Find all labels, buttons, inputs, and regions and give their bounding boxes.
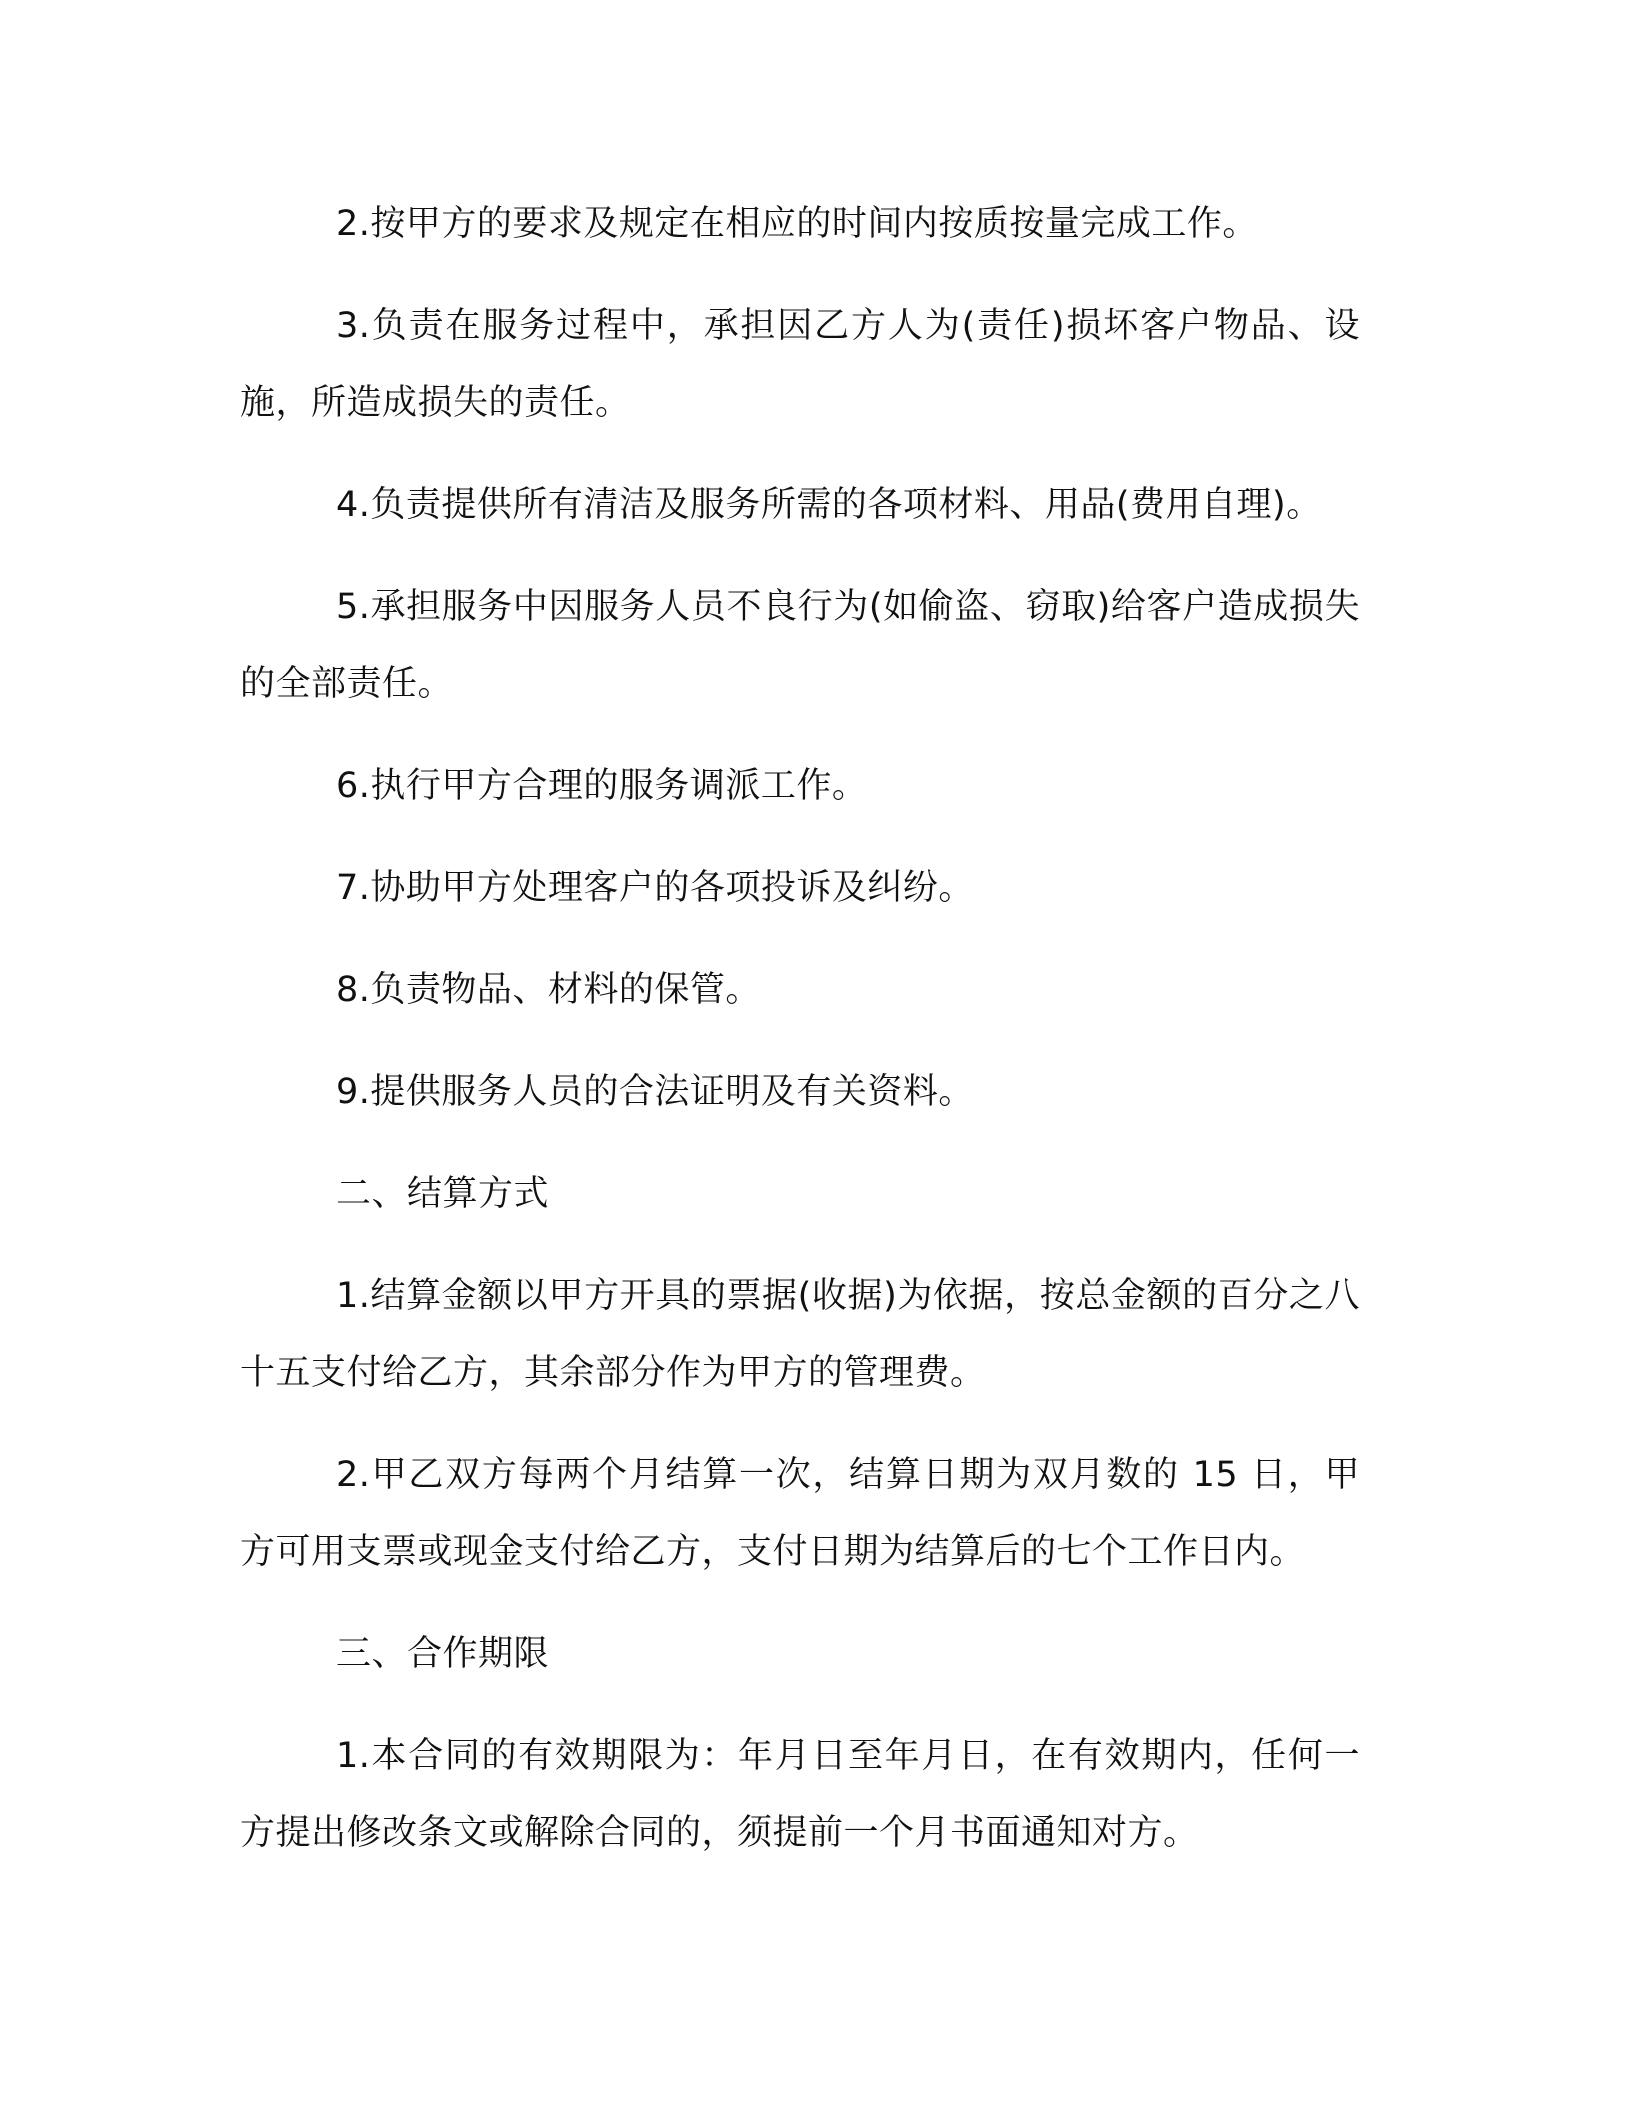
clause-3-damage-responsibility: 3.负责在服务过程中，承担因乙方人为(责任)损坏客户物品、设施，所造成损失的责任。 — [240, 306, 1360, 423]
settlement-clause-1: 1.结算金额以甲方开具的票据(收据)为依据，按总金额的百分之八十五支付给乙方，其余部分作为甲方的管理费。 — [240, 1276, 1360, 1393]
term-clause-1: 1.本合同的有效期限为：年月日至年月日，在有效期内，任何一方提出修改条文或解除合同的，须提前一个月书面通知对方。 — [240, 1736, 1360, 1853]
document-body — [240, 186, 1360, 1872]
section-heading-settlement: 二、结算方式 — [336, 1174, 550, 1214]
settlement-clause-2: 2.甲乙双方每两个月结算一次，结算日期为双月数的 15 日，甲方可用支票或现金支付给乙方，支付日期为结算后的七个工作日内。 — [240, 1455, 1360, 1572]
clause-8-custody: 8.负责物品、材料的保管。 — [336, 970, 761, 1010]
clause-7-complaints: 7.协助甲方处理客户的各项投诉及纠纷。 — [336, 868, 974, 908]
clause-2-work-quality: 2.按甲方的要求及规定在相应的时间内按质按量完成工作。 — [336, 204, 1258, 244]
clause-5-misconduct-liability: 5.承担服务中因服务人员不良行为(如偷盗、窃取)给客户造成损失的全部责任。 — [240, 587, 1360, 704]
clause-4-materials: 4.负责提供所有清洁及服务所需的各项材料、用品(费用自理)。 — [336, 485, 1322, 525]
section-heading-term: 三、合作期限 — [336, 1634, 550, 1674]
clause-9-documents: 9.提供服务人员的合法证明及有关资料。 — [336, 1072, 974, 1112]
clause-6-dispatch: 6.执行甲方合理的服务调派工作。 — [336, 766, 868, 806]
